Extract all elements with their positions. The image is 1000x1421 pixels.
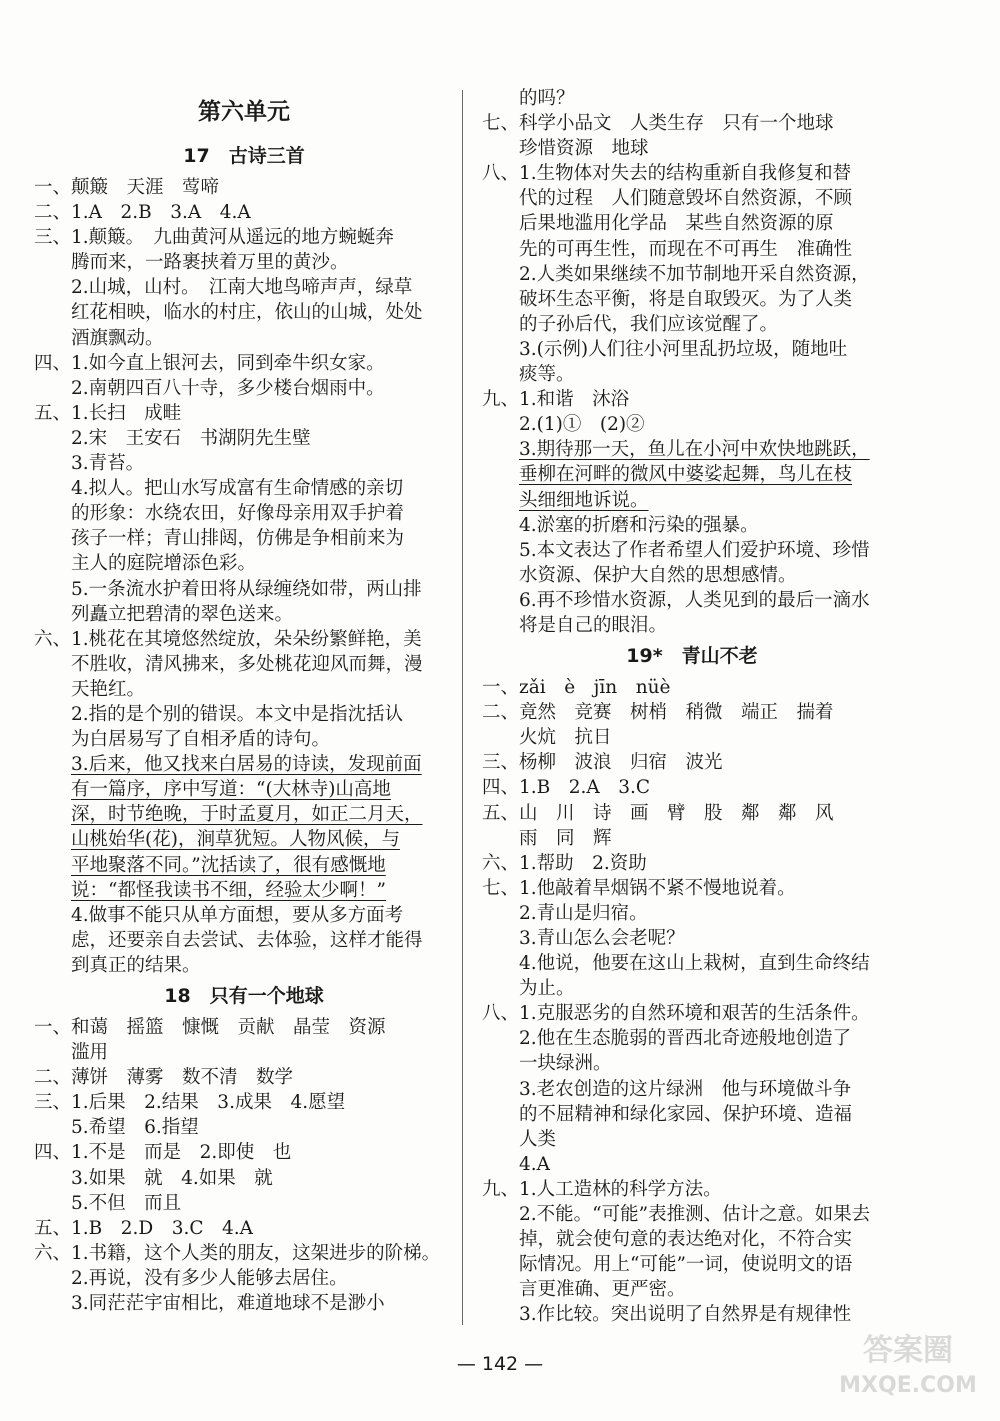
answer-line: 人类 bbox=[482, 1128, 557, 1150]
unit-title: 第六单元 bbox=[198, 99, 290, 125]
answer-line: 为白居易写了自相矛盾的诗句。 bbox=[34, 729, 331, 751]
line-indent bbox=[34, 855, 71, 876]
underlined-text: 说：“都怪我读书不细，经验太少啊！” bbox=[71, 879, 386, 901]
underlined-text: 垂柳在河畔的微风中婆娑起舞，鸟儿在枝 bbox=[519, 464, 853, 486]
line-indent bbox=[482, 464, 519, 485]
line-indent bbox=[34, 829, 71, 850]
underlined-text: 有一篇序，序中写道：“(大林寺)山高地 bbox=[71, 779, 391, 801]
answer-line: 2.不能。“可能”表推测、估计之意。如果去 bbox=[482, 1204, 871, 1226]
answer-line: 水资源、保护大自然的思想感情。 bbox=[482, 564, 797, 586]
page-number: — 142 — bbox=[456, 1353, 544, 1375]
answer-line: 2.指的是个别的错误。本文中是指沈括认 bbox=[34, 703, 404, 725]
answer-line: 四、1.不是 而是 2.即使 也 bbox=[34, 1142, 292, 1164]
answer-line: 四、1.B 2.A 3.C bbox=[482, 777, 651, 799]
section-title: 18 只有一个地球 bbox=[164, 985, 324, 1007]
answer-line: 6.再不珍惜水资源，人类见到的最后一滴水 bbox=[482, 589, 870, 611]
underlined-text: 深，时节绝晚，于时孟夏月，如正二月天， bbox=[71, 804, 423, 826]
right-column bbox=[482, 86, 902, 1328]
answer-line: 2.山城，山村。 江南大地鸟啼声声，绿草 bbox=[34, 277, 413, 299]
answer-line: 二、竟然 竞赛 树梢 稍微 端正 揣着 bbox=[482, 702, 834, 724]
section-title: 19* 青山不老 bbox=[626, 645, 758, 668]
answer-line: 一、颠簸 天涯 莺啼 bbox=[34, 177, 220, 198]
answer-line: 痰等。 bbox=[482, 364, 575, 386]
answer-line: 七、1.他敲着旱烟锅不紧不慢地说着。 bbox=[482, 877, 796, 899]
answer-line: 天艳红。 bbox=[34, 678, 146, 700]
answer-line: 七、科学小品文 人类生存 只有一个地球 bbox=[482, 113, 834, 135]
answer-line: 言更准确、更严密。 bbox=[482, 1279, 686, 1301]
answer-line: 二、1.A 2.B 3.A 4.A bbox=[34, 202, 251, 224]
answer-line: 后果地滥用化学品 某些自然资源的原 bbox=[482, 213, 834, 235]
answer-line-underlined bbox=[34, 853, 454, 878]
underlined-text: 3.期待那一天，鱼儿在小河中欢快地跳跃， bbox=[519, 439, 870, 461]
answer-line-underlined bbox=[34, 802, 454, 827]
line-indent bbox=[482, 490, 519, 511]
answer-line: 一、和蔼 摇篮 慷慨 贡献 晶莹 资源 bbox=[34, 1017, 386, 1038]
answer-line: 5.不但 而且 bbox=[34, 1192, 182, 1214]
underlined-text: 山桃始华(花)，涧草犹短。人物风候，与 bbox=[71, 829, 400, 851]
answer-line: 3.青苔。 bbox=[34, 453, 145, 475]
answer-line: 孩子一样；青山排闼，仿佛是争相前来为 bbox=[34, 528, 405, 550]
answer-line: 先的可再生性，而现在不可再生 准确性 bbox=[482, 238, 853, 260]
answer-line: 3.作比较。突出说明了自然界是有规律性 bbox=[482, 1304, 852, 1326]
answer-line: 2.南朝四百八十寺，多少楼台烟雨中。 bbox=[34, 377, 385, 399]
answer-line: 到真正的结果。 bbox=[34, 954, 201, 976]
answer-line-underlined bbox=[482, 437, 902, 462]
answer-line: 2.青山是归宿。 bbox=[482, 902, 648, 924]
answer-line: 六、1.桃花在其境悠然绽放，朵朵纷繁鲜艳，美 bbox=[34, 628, 422, 650]
answer-line: 3.同茫茫宇宙相比，难道地球不是渺小 bbox=[34, 1293, 385, 1315]
answer-line: 五、1.长扫 成畦 bbox=[34, 402, 182, 424]
answer-line-underlined bbox=[34, 777, 454, 802]
left-content bbox=[34, 138, 454, 1316]
watermark-logo bbox=[828, 1318, 988, 1408]
answer-line: 5.本文表达了作者希望人们爱护环境、珍惜 bbox=[482, 539, 870, 561]
answer-line-underlined bbox=[34, 878, 454, 903]
answer-line: 主人的庭院增添色彩。 bbox=[34, 553, 257, 575]
answer-line: 4.淤塞的折磨和污染的强暴。 bbox=[482, 514, 759, 536]
answer-line: 滥用 bbox=[34, 1042, 109, 1064]
answer-line: 的不屈精神和绿化家园、保护环境、造福 bbox=[482, 1103, 853, 1125]
answer-line: 腾而来，一路裹挟着万里的黄沙。 bbox=[34, 252, 349, 274]
answer-line: 4.拟人。把山水写成富有生命情感的亲切 bbox=[34, 478, 404, 500]
answer-line: 珍惜资源 地球 bbox=[482, 138, 649, 160]
answer-line: 代的过程 人们随意毁坏自然资源，不顾 bbox=[482, 188, 853, 210]
answer-line-underlined bbox=[482, 462, 902, 487]
line-indent bbox=[482, 439, 519, 460]
answer-line: 四、1.如今直上银河去，同到牵牛织女家。 bbox=[34, 352, 385, 374]
answer-line: 4.A bbox=[482, 1153, 551, 1175]
answer-line: 4.他说，他要在这山上栽树，直到生命终结 bbox=[482, 953, 870, 975]
answer-line: 3.老农创造的这片绿洲 他与环境做斗争 bbox=[482, 1078, 852, 1100]
answer-line: 二、薄饼 薄雾 数不清 数学 bbox=[34, 1067, 294, 1089]
answer-line-underlined bbox=[34, 827, 454, 852]
answer-line: 5.一条流水护着田将从绿缠绕如带，两山排 bbox=[34, 578, 422, 600]
line-indent bbox=[34, 754, 71, 775]
answer-line: 九、1.和谐 沐浴 bbox=[482, 389, 630, 411]
answer-line-underlined bbox=[482, 488, 902, 513]
left-column bbox=[34, 86, 454, 1316]
answer-line: 红花相映，临水的村庄，依山的山城，处处 bbox=[34, 302, 423, 324]
answer-line: 五、1.B 2.D 3.C 4.A bbox=[34, 1217, 254, 1239]
answer-line: 不胜收，清风拂来，多处桃花迎风而舞，漫 bbox=[34, 653, 423, 675]
answer-line: 掉，就会使句意的表达绝对化，不符合实 bbox=[482, 1229, 853, 1251]
answer-line: 八、1.生物体对失去的结构重新自我修复和替 bbox=[482, 163, 852, 185]
answer-line: 3.青山怎么会老呢？ bbox=[482, 928, 685, 949]
answer-line: 六、1.帮助 2.资助 bbox=[482, 852, 647, 874]
underlined-text: 3.后来，他又找来白居易的诗读，发现前面 bbox=[71, 754, 422, 776]
answer-line: 雨 同 辉 bbox=[482, 827, 612, 849]
watermark-text: 答案圈 bbox=[863, 1333, 953, 1368]
answer-line: 5.希望 6.指望 bbox=[34, 1117, 199, 1139]
answer-line: 列矗立把碧清的翠色送来。 bbox=[34, 603, 294, 625]
underlined-text: 头细细地诉说。 bbox=[519, 489, 649, 511]
answer-line-underlined bbox=[34, 752, 454, 777]
answer-line: 六、1.书籍，这个人类的朋友，这架进步的阶梯。 bbox=[34, 1242, 441, 1264]
answer-line: 2.人类如果继续不加节制地开采自然资源， bbox=[482, 263, 870, 285]
answer-line: 3.(示例)人们往小河里乱扔垃圾，随地吐 bbox=[482, 338, 848, 360]
answer-line: 2.(1)① (2)② bbox=[482, 414, 645, 436]
line-indent bbox=[34, 804, 71, 825]
right-content bbox=[482, 86, 902, 1328]
answer-line: 2.他在生态脆弱的晋西北奇迹般地创造了 bbox=[482, 1028, 852, 1050]
underlined-text: 平地聚落不同。”沈括读了，很有感慨地 bbox=[71, 854, 386, 876]
answer-line: 八、1.克服恶劣的自然环境和艰苦的生活条件。 bbox=[482, 1003, 870, 1025]
answer-line: 的吗？ bbox=[482, 88, 575, 109]
answer-line: 4.做事不能只从单方面想，要从多方面考 bbox=[34, 904, 404, 926]
answer-line: 际情况。用上“可能”一词，使说明文的语 bbox=[482, 1254, 853, 1276]
answer-line: 三、1.后果 2.结果 3.成果 4.愿望 bbox=[34, 1092, 346, 1114]
line-indent bbox=[34, 880, 71, 901]
answer-line: 将是自己的眼泪。 bbox=[482, 614, 668, 636]
column-divider bbox=[462, 90, 463, 1325]
watermark-url: MXQE.COM bbox=[839, 1373, 977, 1398]
answer-line: 3.如果 就 4.如果 就 bbox=[34, 1167, 273, 1189]
answer-line: 五、山 川 诗 画 臂 股 鄰 鄰 风 bbox=[482, 802, 834, 824]
answer-line: 破坏生态平衡，将是自取毁灭。为了人类 bbox=[482, 288, 853, 310]
answer-line: 的子孙后代，我们应该觉醒了。 bbox=[482, 313, 779, 335]
answer-line: 三、杨柳 波浪 归宿 波光 bbox=[482, 752, 723, 774]
answer-line: 一块绿洲。 bbox=[482, 1053, 612, 1075]
answer-line: 酒旗飘动。 bbox=[34, 327, 164, 349]
answer-line: 三、1.颠簸。 九曲黄河从遥远的地方蜿蜒奔 bbox=[34, 227, 394, 249]
answer-line: 一、zǎi è jīn nüè bbox=[482, 677, 671, 699]
answer-line: 火炕 抗日 bbox=[482, 727, 612, 749]
answer-line: 的形象：水绕农田，好像母亲用双手护着 bbox=[34, 503, 405, 525]
answer-line: 2.再说，没有多少人能够去居住。 bbox=[34, 1267, 348, 1289]
section-title: 17 古诗三首 bbox=[183, 145, 305, 167]
line-indent bbox=[34, 779, 71, 800]
answer-line: 2.宋 王安石 书湖阴先生壁 bbox=[34, 427, 311, 449]
answer-line: 虑，还要亲自去尝试、去体验，这样才能得 bbox=[34, 929, 423, 951]
answer-line: 为止。 bbox=[482, 978, 575, 1000]
answer-line: 九、1.人工造林的科学方法。 bbox=[482, 1178, 722, 1200]
